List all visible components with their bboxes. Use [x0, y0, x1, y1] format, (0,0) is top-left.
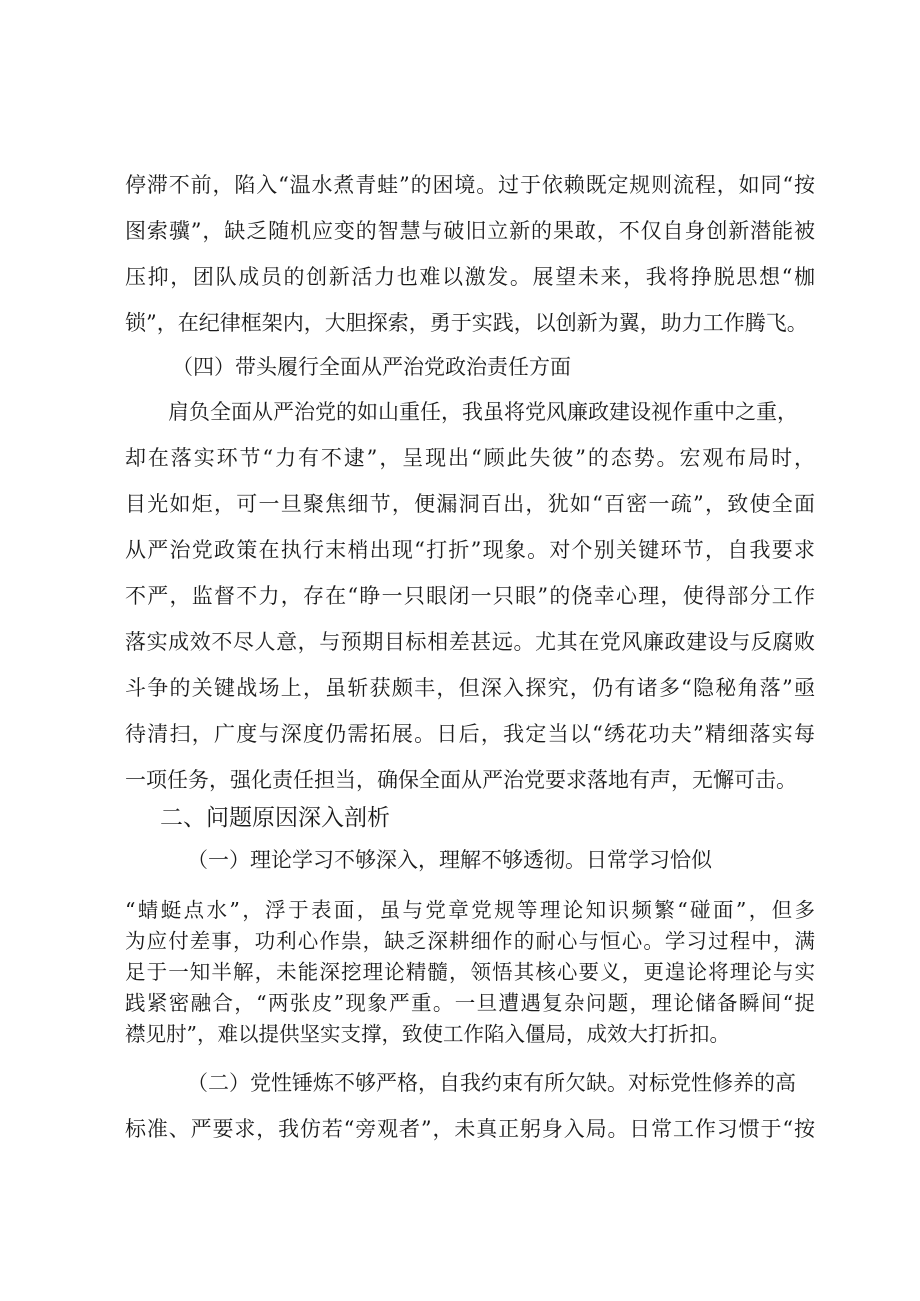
paragraph-line: 斗争的关键战场上，虽斩获颇丰，但深入探究，仍有诸多“隐秘角落”亟 — [125, 676, 815, 700]
section-heading: 二、问题原因深入剖析 — [160, 805, 390, 831]
paragraph-line: 践紧密融合，“两张皮”现象严重。一旦遭遇复杂问题，理论储备瞬间“捉 — [125, 991, 815, 1015]
subheading-line: （一）理论学习不够深入，理解不够透彻。日常学习恰似 — [187, 848, 712, 872]
paragraph-line: 待清扫，广度与深度仍需拓展。日后，我定当以“绣花功夫”精细落实每 — [125, 722, 815, 746]
paragraph-line: 压抑，团队成员的创新活力也难以激发。展望未来，我将挣脱思想“枷 — [125, 265, 815, 289]
paragraph-line: 一项任务，强化责任担当，确保全面从严治党要求落地有声，无懈可击。 — [125, 768, 797, 792]
paragraph-line: 为应付差事，功利心作祟，缺乏深耕细作的耐心与恒心。学习过程中，满 — [125, 929, 815, 953]
paragraph-line: 标准、严要求，我仿若“旁观者”，未真正躬身入局。日常工作习惯于“按 — [125, 1117, 815, 1141]
paragraph-line: 肩负全面从严治党的如山重任，我虽将党风廉政建设视作重中之重， — [168, 400, 798, 424]
subheading-line: （二）党性锤炼不够严格，自我约束有所欠缺。对标党性修养的高 — [187, 1071, 796, 1095]
paragraph-line: 锁”，在纪律框架内，大胆探索，勇于实践，以创新为翼，助力工作腾飞。 — [125, 311, 808, 335]
paragraph-line: 停滞不前，陷入“温水煮青蛙”的困境。过于依赖既定规则流程，如同“按 — [125, 173, 815, 197]
paragraph-line: 落实成效不尽人意，与预期目标相差甚远。尤其在党风廉政建设与反腐败 — [125, 630, 815, 654]
paragraph-line: 图索骥”，缺乏随机应变的智慧与破旧立新的果敢，不仅自身创新潜能被 — [125, 219, 815, 243]
paragraph-line: 目光如炬，可一旦聚焦细节，便漏洞百出，犹如“百密一疏”，致使全面 — [125, 492, 815, 516]
paragraph-line: 从严治党政策在执行末梢出现“打折”现象。对个别关键环节，自我要求 — [125, 538, 815, 562]
paragraph-line: 却在落实环节“力有不逮”，呈现出“顾此失彼”的态势。宏观布局时， — [125, 446, 815, 470]
paragraph-line: 不严，监督不力，存在“睁一只眼闭一只眼”的侥幸心理，使得部分工作 — [125, 584, 815, 608]
paragraph-line: 足于一知半解，未能深挖理论精髓，领悟其核心要义，更遑论将理论与实 — [125, 960, 815, 984]
paragraph-line: “蜻蜓点水”，浮于表面，虽与党章党规等理论知识频繁“碰面”，但多 — [125, 898, 815, 922]
subheading: （四）带头履行全面从严治党政治责任方面 — [172, 355, 571, 379]
paragraph-line: 襟见肘”，难以提供坚实支撑，致使工作陷入僵局，成效大打折扣。 — [125, 1022, 730, 1046]
